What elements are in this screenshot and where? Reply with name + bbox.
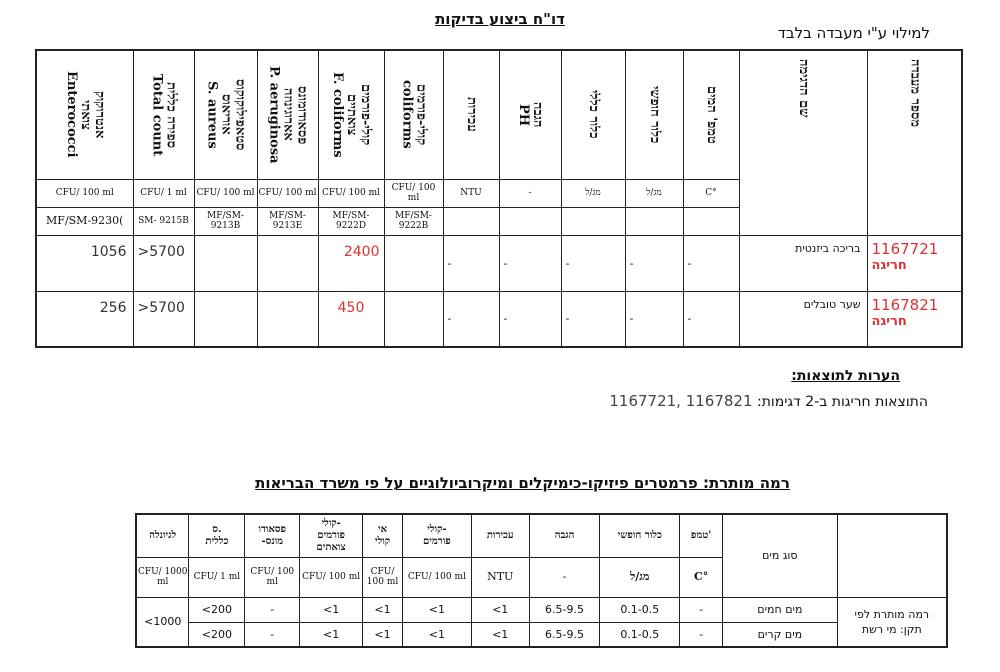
flag-label: חריגה [871, 313, 907, 329]
limits-legionella: <1000 [136, 597, 189, 647]
cell-enterococci: 1056 [36, 235, 133, 291]
cell-turbidity: - [443, 235, 499, 291]
limits-cell-ph: 6.5-9.5 [529, 597, 600, 622]
cell-enterococci: 256 [36, 291, 133, 347]
limits-header-coliforms: קולי- פורמים [402, 514, 471, 557]
report-title: דו"ח ביצוע בדיקות [435, 10, 565, 28]
limits-header-free-chlorine: כלור חופשי [600, 514, 680, 557]
limits-cell-turbidity: <1 [471, 597, 529, 622]
notes-samples: 1167721, 1167821 [609, 392, 753, 410]
cell-sample-name: בריכה ביזנטית [739, 235, 867, 291]
limits-unit-temp: C° [680, 557, 723, 597]
header-total-chlorine: כלור כללי [561, 50, 625, 179]
flag-label: חריגה [871, 257, 907, 273]
table-row [136, 597, 947, 622]
table-row [36, 235, 962, 291]
limits-cell-free-chlorine: 0.1-0.5 [600, 597, 680, 622]
cell-temp: - [683, 291, 739, 347]
limits-cell-water-type: מים חמים [723, 597, 838, 622]
header-coliforms: קולי-פורמים coliforms [384, 50, 443, 179]
unit-total-count: CFU/ 1 ml [133, 179, 194, 207]
cell-ph: - [499, 291, 561, 347]
header-staph: סטאפילוקוקוס אוריאוס S. aureus [194, 50, 257, 179]
lab-only-label: למילוי ע"י מעבדה בלבד [777, 24, 930, 42]
limits-cell-total-count: <200 [189, 597, 245, 622]
cell-staph [194, 291, 257, 347]
unit-fecal-coliforms: CFU/ 100 ml [318, 179, 384, 207]
method-coliforms: MF/SM- 9222B [384, 207, 443, 235]
cell-free-chlorine: - [625, 291, 683, 347]
results-table [35, 49, 963, 348]
limits-cell-total-count: <200 [189, 622, 245, 647]
limits-header-ecoli: אי קולי [363, 514, 403, 557]
cell-pseudomonas [257, 235, 318, 291]
limits-cell-temp: - [680, 622, 723, 647]
header-turbidity: עכירות [443, 50, 499, 179]
table-row [136, 622, 947, 647]
cell-ph: - [499, 235, 561, 291]
limits-cell-coliforms: <1 [402, 622, 471, 647]
limits-header-turbidity: עכירות [471, 514, 529, 557]
limits-cell-fecal-coliforms: <1 [300, 622, 363, 647]
limits-unit-free-chlorine: מג/ל [600, 557, 680, 597]
header-total-count: ספירה כללית Total count [133, 50, 194, 179]
cell-lab-no: 1167821 חריגה [867, 291, 962, 347]
method-total-count: SM- 9215B [133, 207, 194, 235]
header-lab-no: מספר מעבדה [867, 50, 962, 235]
table-row [36, 291, 962, 347]
cell-fecal-coliforms: 2400 [318, 235, 384, 291]
limits-cell-fecal-coliforms: <1 [300, 597, 363, 622]
limits-unit-fecal-coliforms: CFU/ 100 ml [300, 557, 363, 597]
limits-row-label: רמה מותרת לפי תקן: מי רשת [837, 597, 947, 647]
limits-header-ph: הגבה [529, 514, 600, 557]
cell-total-count: >5700 [133, 235, 194, 291]
unit-total-chlorine: מג/ל [561, 179, 625, 207]
cell-free-chlorine: - [625, 235, 683, 291]
limits-cell-pseudomonas: - [245, 622, 300, 647]
header-ph: הגבה PH [499, 50, 561, 179]
cell-temp: - [683, 235, 739, 291]
unit-staph: CFU/ 100 ml [194, 179, 257, 207]
limits-cell-turbidity: <1 [471, 622, 529, 647]
cell-total-count: >5700 [133, 291, 194, 347]
cell-coliforms [384, 291, 443, 347]
header-enterococci: אנטרוקוק צואתי Enterococci [36, 50, 133, 179]
method-fecal-coliforms: MF/SM- 9222D [318, 207, 384, 235]
cell-fecal-coliforms: 450 [318, 291, 384, 347]
limits-cell-temp: - [680, 597, 723, 622]
unit-coliforms: CFU/ 100 ml [384, 179, 443, 207]
limits-cell-ecoli: <1 [363, 622, 403, 647]
limits-unit-ph: - [529, 557, 600, 597]
unit-temp: C° [683, 179, 739, 207]
cell-turbidity: - [443, 291, 499, 347]
limits-header-pseudomonas: פסאודו -מונס [245, 514, 300, 557]
notes-title: הערות לתוצאות: [791, 368, 900, 384]
limits-header-water-type: סוג מים [723, 514, 838, 597]
limits-cell-ecoli: <1 [363, 597, 403, 622]
limits-header-temp: טמפ' [680, 514, 723, 557]
limits-unit-legionella: CFU/ 1000 ml [136, 557, 189, 597]
limits-unit-pseudomonas: CFU/ 100 ml [245, 557, 300, 597]
header-fecal-coliforms: קולי-פורמים צואתיים F. coliforms [318, 50, 384, 179]
limits-title: רמה מותרת: פרמטרים פיזיקו-כימיקלים ומיקרוביולוגיים על פי משרד הבריאות [255, 474, 790, 492]
limits-unit-ecoli: CFU/ 100 ml [363, 557, 403, 597]
cell-lab-no: 1167721 חריגה [867, 235, 962, 291]
notes-label: התוצאות חריגות ב-2 דגימות: [756, 394, 928, 410]
method-pseudomonas: MF/SM- 9213E [257, 207, 318, 235]
unit-turbidity: NTU [443, 179, 499, 207]
header-free-chlorine: כלור חופשי [625, 50, 683, 179]
limits-cell-coliforms: <1 [402, 597, 471, 622]
unit-free-chlorine: מג/ל [625, 179, 683, 207]
limits-unit-coliforms: CFU/ 100 ml [402, 557, 471, 597]
notes-text [500, 392, 928, 410]
unit-pseudomonas: CFU/ 100 ml [257, 179, 318, 207]
limits-header-total-count: ס. כללית [189, 514, 245, 557]
limits-unit-total-count: CFU/ 1 ml [189, 557, 245, 597]
header-pseudomonas: פסאודומונס אארוגינוזה P. aeruginosa [257, 50, 318, 179]
cell-total-chlorine: - [561, 235, 625, 291]
limits-table [135, 513, 948, 648]
limits-unit-turbidity: NTU [471, 557, 529, 597]
cell-total-chlorine: - [561, 291, 625, 347]
cell-sample-name: שער טובלים [739, 291, 867, 347]
header-sample-name: שם הדגימה [739, 50, 867, 235]
limits-cell-pseudomonas: - [245, 597, 300, 622]
cell-staph [194, 235, 257, 291]
limits-cell-water-type: מים קרים [723, 622, 838, 647]
cell-pseudomonas [257, 291, 318, 347]
method-enterococci: MF/SM-9230( [36, 207, 133, 235]
unit-ph: - [499, 179, 561, 207]
method-staph: MF/SM- 9213B [194, 207, 257, 235]
header-temp: טמפ' המים [683, 50, 739, 179]
limits-cell-free-chlorine: 0.1-0.5 [600, 622, 680, 647]
limits-cell-ph: 6.5-9.5 [529, 622, 600, 647]
cell-coliforms [384, 235, 443, 291]
unit-enterococci: CFU/ 100 ml [36, 179, 133, 207]
limits-header-legionella: לגיונלה [136, 514, 189, 557]
limits-header-fecal-coliforms: קולי- פורמים צואתים [300, 514, 363, 557]
